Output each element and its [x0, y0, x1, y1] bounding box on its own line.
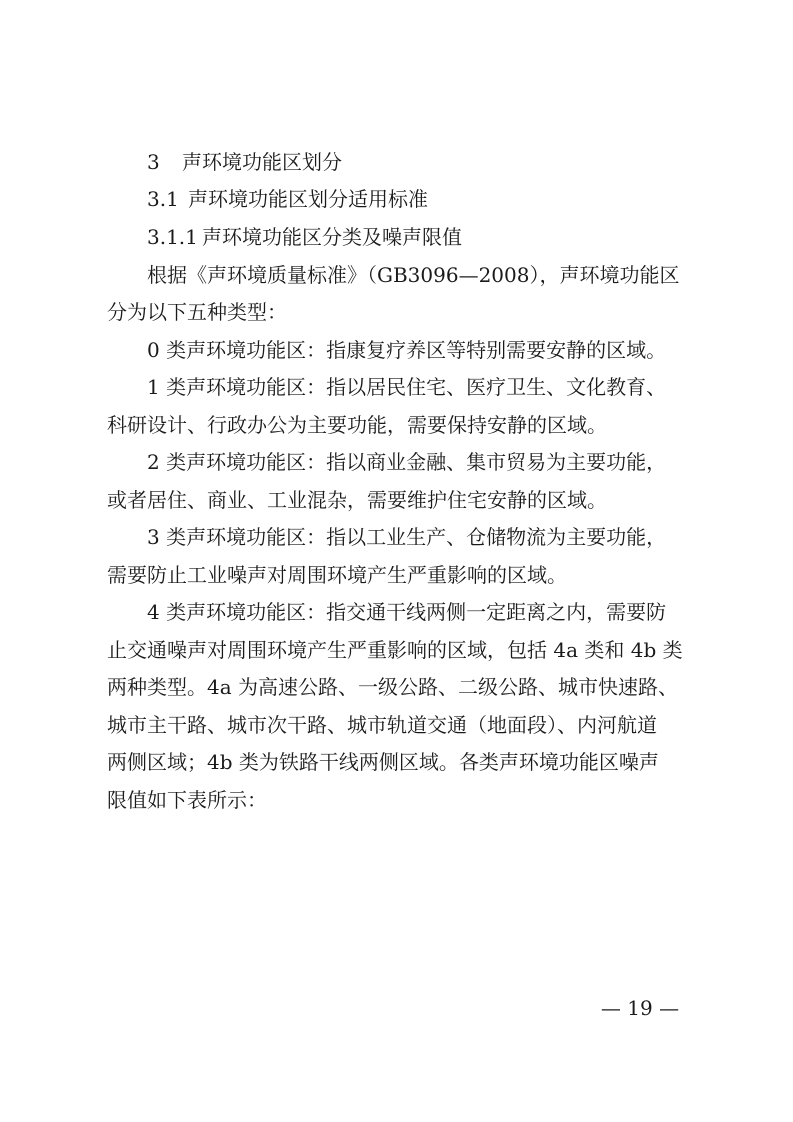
section-number: 3.1.1	[147, 225, 198, 249]
section-heading-3	[0, 147, 793, 177]
section-number: 3.1	[147, 187, 179, 211]
paragraph-line: 止交通噪声对周围环境产生严重影响的区域，包括 4a 类和 4b 类	[107, 638, 683, 662]
paragraph-line: 科研设计、行政办公为主要功能，需要保持安静的区域。	[107, 413, 607, 437]
paragraph-line: 或者居住、商业、工业混杂，需要维护住宅安静的区域。	[107, 488, 607, 512]
paragraph-line: 需要防止工业噪声对周围环境产生严重影响的区域。	[107, 563, 567, 587]
paragraph-line: 两种类型。4a 为高速公路、一级公路、二级公路、城市快速路、	[107, 675, 679, 699]
paragraph-line: 0 类声环境功能区：指康复疗养区等特别需要安静的区域。	[147, 338, 667, 362]
page-number: — 19 —	[600, 996, 680, 1020]
paragraph-line: 1 类声环境功能区：指以居民住宅、医疗卫生、文化教育、	[147, 375, 667, 399]
paragraph-line: 4 类声环境功能区：指交通干线两侧一定距离之内，需要防	[147, 600, 667, 624]
paragraph-line: 分为以下五种类型：	[107, 300, 287, 324]
paragraph-line: 限值如下表所示：	[107, 788, 267, 812]
section-number: 3	[147, 150, 160, 174]
section-title: 声环境功能区划分适用标准	[188, 187, 428, 211]
section-heading-3-1	[0, 184, 793, 214]
paragraph-line: 2 类声环境功能区：指以商业金融、集市贸易为主要功能，	[147, 450, 667, 474]
section-heading-3-1-1	[0, 222, 793, 252]
paragraph-line: 3 类声环境功能区：指以工业生产、仓储物流为主要功能，	[147, 525, 667, 549]
paragraph-line: 城市主干路、城市次干路、城市轨道交通（地面段）、内河航道	[107, 713, 657, 737]
paragraph-line: 根据《声环境质量标准》（GB3096—2008），声环境功能区	[147, 263, 680, 287]
section-title: 声环境功能区分类及噪声限值	[202, 225, 462, 249]
paragraph-line: 两侧区域；4b 类为铁路干线两侧区域。各类声环境功能区噪声	[107, 750, 659, 774]
section-title: 声环境功能区划分	[182, 150, 342, 174]
